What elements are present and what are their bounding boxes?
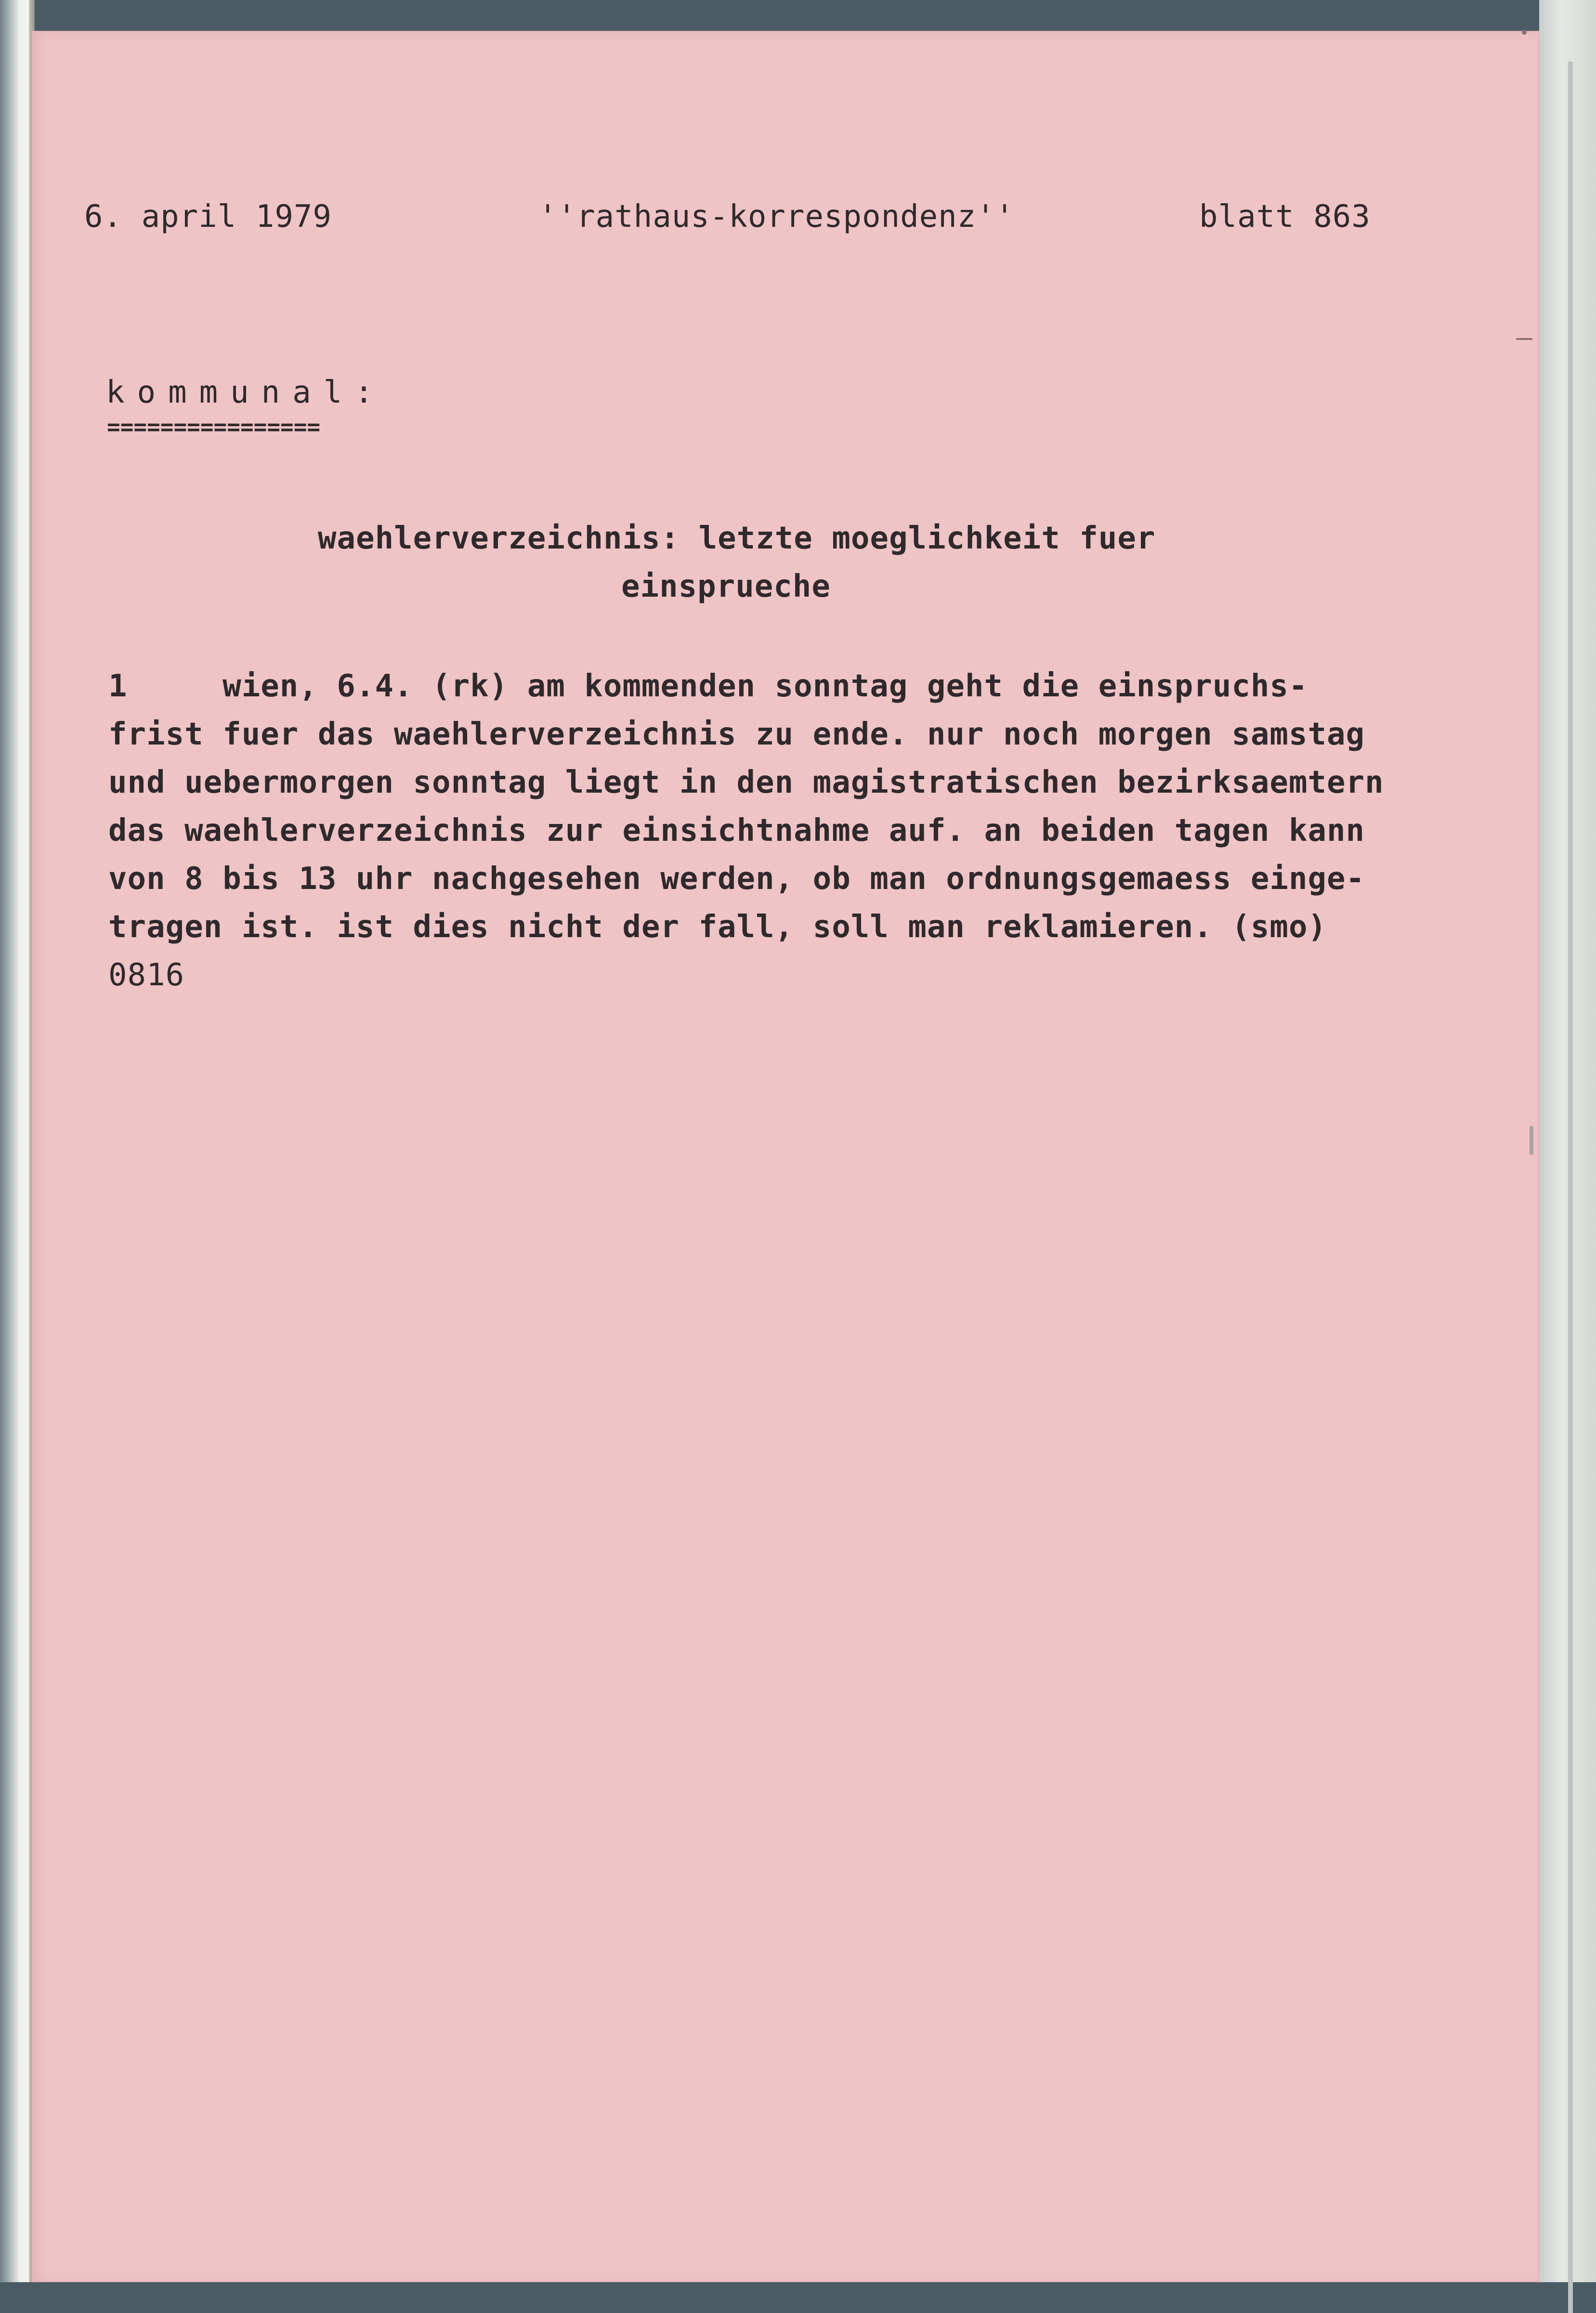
article-title-line-1: waehlerverzeichnis: letzte moeglichkeit fuer [318, 521, 1156, 556]
background-board [1539, 0, 1596, 2282]
article-body-line: tragen ist. ist dies nicht der fall, soll man reklamieren. (smo) [108, 909, 1327, 945]
paper-speck [1530, 1126, 1533, 1155]
header-sheet-number: blatt 863 [1199, 199, 1371, 235]
article-body-line: das waehlerverzeichnis zur einsichtnahme auf. an beiden tagen kann [108, 813, 1365, 849]
article-title-line-2: einsprueche [621, 569, 831, 604]
article-body-line: von 8 bis 13 uhr nachgesehen werden, ob man ordnungsgemaess einge- [108, 861, 1365, 897]
header-date: 6. april 1979 [84, 199, 332, 235]
article-body-line: frist fuer das waehlerverzeichnis zu ende. nur noch morgen samstag [108, 717, 1365, 752]
section-underline: ================ [107, 414, 321, 440]
header-publication: ''rathaus-korrespondenz'' [538, 199, 1015, 235]
article-body-line: und uebermorgen sonntag liegt in den magistratischen bezirksaemtern [108, 765, 1384, 800]
facing-page-edge [0, 0, 32, 2282]
article-reference-code: 0816 [108, 957, 185, 993]
paper-speck [1522, 30, 1527, 35]
article-body-line: 1 wien, 6.4. (rk) am kommenden sonntag geht die einspruchs- [108, 668, 1308, 704]
paper-speck [1516, 338, 1532, 340]
page-right-edge [1568, 62, 1573, 2313]
section-heading: kommunal: [106, 375, 386, 410]
